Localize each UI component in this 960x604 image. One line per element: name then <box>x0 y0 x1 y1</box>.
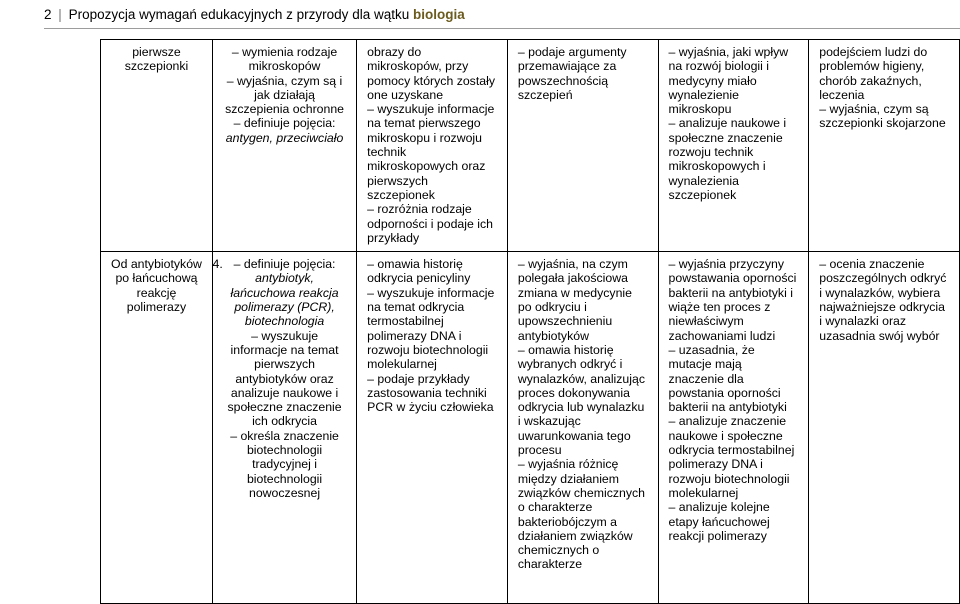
requirement-item: – wyjaśnia, czym są i jak działają szczepienia ochronne <box>225 73 345 117</box>
requirements-cell <box>507 40 658 252</box>
requirement-item: – wyszukuje informacje na temat pierwszego mikroskopu i rozwoju technik mikroskopowych oraz pierwszych szczepionek <box>367 102 495 202</box>
requirement-item: – wyjaśnia różnicę między działaniem związków chemicznych o charakterze bakteriobójczym a działaniem związków chemicznych o charakterze <box>517 457 645 572</box>
requirement-item: – wyszukuje informacje na temat odkrycia termostabilnej polimerazy DNA i rozwoju biotechnologii molekularnej <box>367 285 495 372</box>
requirements-cell <box>809 252 960 604</box>
requirements-cell <box>212 252 356 604</box>
requirements-cell <box>357 40 508 252</box>
requirement-item: podejściem ludzi do problemów higieny, chorób zakaźnych, leczenia <box>819 45 928 102</box>
requirement-item: – uzasadnia, że mutacje mają znaczenie dla powstania oporności bakterii na antybiotyki <box>668 342 787 415</box>
requirement-item: obrazy do mikroskopów, przy pomocy których zostały one uzyskane <box>367 45 495 102</box>
requirement-item: antybiotyk, łańcuchowa reakcja polimerazy (PCR), biotechnologia <box>230 271 339 329</box>
requirements-cell <box>809 40 960 252</box>
header-separator: | <box>58 7 62 22</box>
requirement-item: – definiuje pojęcia: <box>233 257 336 272</box>
requirement-item: – podaje argumenty przemawiające za powszechnością szczepień <box>517 45 627 102</box>
requirement-item: – omawia historię wybranych odkryć i wynalazków, analizując proces dokonywania odkrycia lub wynalazku i wskazując uwarunkowania tego procesu <box>517 342 645 458</box>
page-number: 2 <box>44 7 52 22</box>
requirement-item: – wyjaśnia, jaki wpływ na rozwój biologii i medycyny miało wynalezienie mikroskopu <box>668 45 789 117</box>
requirements-cell <box>658 252 809 604</box>
requirement-item: – wymienia rodzaje mikroskopów <box>231 45 338 74</box>
header-subject: biologia <box>413 7 465 22</box>
requirement-item: – analizuje kolejne etapy łańcuchowej reakcji polimerazy <box>668 500 770 543</box>
header-title: Propozycja wymagań edukacyjnych z przyrody dla wątku <box>68 7 410 22</box>
requirement-item: – analizuje naukowe i społeczne znaczenie rozwoju technik mikroskopowych i wynalezienia szczepionek <box>668 116 787 202</box>
requirements-cell <box>658 40 809 252</box>
requirement-item: – wyjaśnia, na czym polegała jakościowa zmiana w medycynie po odkryciu i upowszechnieniu antybiotyków <box>517 257 632 343</box>
theme-text: Od antybiotyków po łańcuchową reakcję polimerazy <box>111 257 202 315</box>
table-row <box>101 252 960 604</box>
requirements-cell <box>507 252 658 604</box>
requirement-item: antygen, przeciwciało <box>225 130 344 145</box>
requirement-item: – wyjaśnia przyczyny powstawania oporności bakterii na antybiotyki i wiąże ten proces z niewłaściwym zachowaniami ludzi <box>668 257 797 343</box>
requirement-item: – ocenia znaczenie poszczególnych odkryć i wynalazków, wybiera najważniejsze odkrycia i wynalazki oraz uzasadnia swój wybór <box>819 257 947 343</box>
requirements-table <box>100 39 960 604</box>
requirement-item: – analizuje znaczenie naukowe i społeczne odkrycia termostabilnej polimerazy DNA i rozwoju biotechnologii molekularnej <box>668 414 795 500</box>
requirement-item: – określa znaczenie biotechnologii tradycyjnej i biotechnologii nowoczesnej <box>230 428 339 500</box>
table-row <box>101 40 960 252</box>
requirement-item: – wyjaśnia, czym są szczepionki skojarzone <box>819 102 946 131</box>
requirement-item: – omawia historię odkrycia penicyliny <box>367 257 471 286</box>
theme-cell: 4. Od antybiotyków po łańcuchową reakcję polimerazy <box>101 252 213 604</box>
requirements-cell <box>212 40 356 252</box>
requirements-cell <box>357 252 508 604</box>
requirement-item: – rozróżnia rodzaje odporności i podaje ich przykłady <box>367 202 493 245</box>
theme-cell: pierwsze szczepionki <box>101 40 213 252</box>
requirement-item: – podaje przykłady zastosowania techniki PCR w życiu człowieka <box>367 371 494 415</box>
requirement-item: – wyszukuje informacje na temat pierwszych antybiotyków oraz analizuje naukowe i społeczne znaczenie ich odkrycia <box>227 328 342 429</box>
requirement-item: – definiuje pojęcia: <box>233 116 336 131</box>
header-rule <box>44 28 960 29</box>
